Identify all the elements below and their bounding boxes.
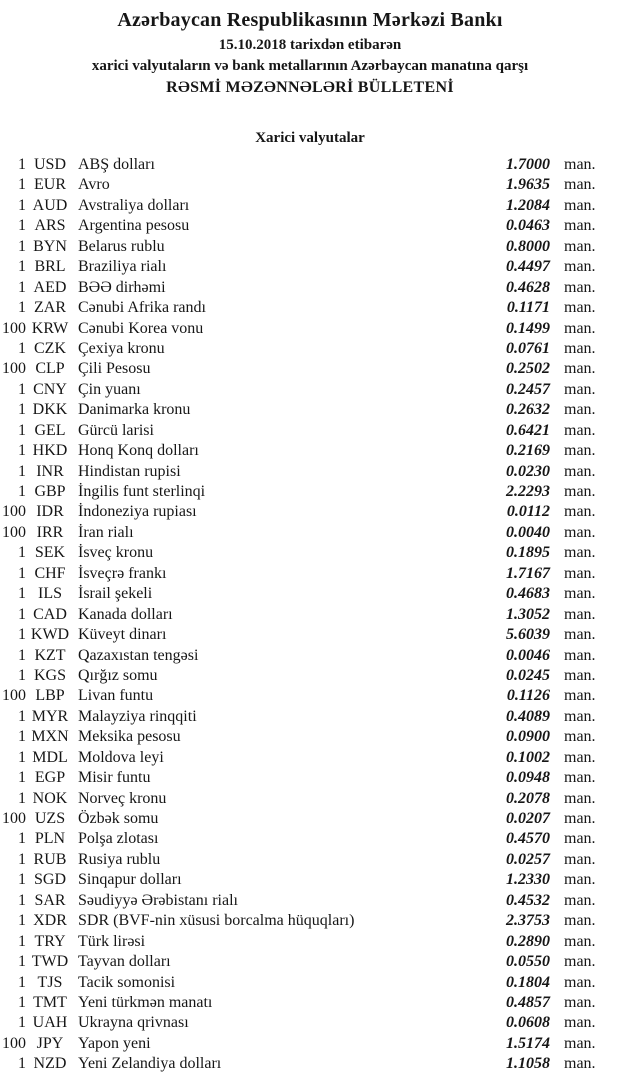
- rate-unit: man.: [564, 993, 596, 1011]
- rate-value: 1.2084: [506, 196, 550, 214]
- rate-unit: man.: [564, 646, 596, 664]
- rate-quantity: 100: [2, 523, 26, 541]
- rate-row: [0, 829, 620, 849]
- rate-quantity: 100: [2, 810, 26, 827]
- rate-quantity: 1: [18, 993, 26, 1011]
- rate-value: 0.0230: [506, 462, 550, 480]
- currency-name: Qazaxıstan tengəsi: [78, 646, 199, 664]
- rate-quantity: 1: [18, 891, 26, 909]
- rate-value: 2.3753: [506, 912, 550, 930]
- rate-row: [0, 380, 620, 400]
- rate-value: 0.6421: [506, 421, 550, 439]
- rate-unit: man.: [564, 1034, 596, 1052]
- currency-code: AUD: [32, 196, 68, 214]
- effective-date-line: 15.10.2018 tarixdən etibarən: [218, 37, 402, 53]
- rate-unit: man.: [564, 666, 596, 684]
- currency-code: XDR: [33, 912, 67, 930]
- currency-name: Moldova leyi: [78, 748, 164, 766]
- bulletin-header: [0, 0, 620, 99]
- rate-value: 0.2502: [506, 360, 550, 378]
- rate-unit: man.: [564, 687, 596, 705]
- currency-code: ILS: [38, 585, 62, 603]
- rate-unit: man.: [564, 339, 596, 357]
- rate-quantity: 1: [18, 953, 26, 971]
- rate-row: [0, 278, 620, 298]
- rate-quantity: 100: [2, 503, 26, 521]
- rate-unit: man.: [564, 912, 596, 930]
- currency-code: TWD: [31, 953, 69, 971]
- rate-unit: man.: [564, 544, 596, 562]
- rate-row: [0, 1034, 620, 1054]
- rate-row: [0, 748, 620, 768]
- rate-value: 0.2169: [506, 442, 550, 460]
- rate-value: 0.2078: [506, 789, 550, 807]
- rate-quantity: 100: [2, 360, 26, 378]
- rate-unit: man.: [564, 769, 596, 787]
- rate-value: 5.6039: [506, 626, 550, 644]
- section-title-foreign-currencies: Xarici valyutalar: [255, 130, 365, 146]
- rate-row: [0, 298, 620, 318]
- rate-unit: man.: [564, 932, 596, 950]
- rate-value: 1.7167: [506, 564, 550, 582]
- rate-quantity: 100: [2, 1034, 26, 1052]
- rate-quantity: 1: [18, 912, 26, 930]
- bank-name: Azərbaycan Respublikasının Mərkəzi Bankı: [117, 9, 503, 31]
- rate-row: [0, 646, 620, 666]
- currency-code: USD: [33, 156, 66, 173]
- rate-row: [0, 257, 620, 277]
- currency-name: Avstraliya dolları: [78, 196, 190, 214]
- rate-row: [0, 523, 620, 543]
- rate-row: [0, 809, 620, 829]
- currency-code: LBP: [35, 687, 65, 705]
- currency-code: JPY: [36, 1034, 64, 1052]
- currency-code: BRL: [34, 258, 66, 276]
- rate-row: [0, 1013, 620, 1033]
- rate-quantity: 1: [18, 258, 26, 276]
- rate-unit: man.: [564, 258, 596, 276]
- rate-row: [0, 768, 620, 788]
- rate-row: [0, 359, 620, 379]
- rate-row: [0, 502, 620, 522]
- rate-value: 0.0040: [506, 523, 550, 541]
- rate-row: [0, 196, 620, 216]
- rate-unit: man.: [564, 810, 596, 827]
- currency-name: Ukrayna qrivnası: [78, 1014, 189, 1032]
- rate-unit: man.: [564, 1014, 596, 1032]
- rate-unit: man.: [564, 196, 596, 214]
- rate-value: 0.0463: [506, 217, 550, 235]
- currency-name: Sinqapur dolları: [78, 871, 182, 889]
- rate-value: 0.8000: [506, 237, 550, 255]
- currency-name: Yapon yeni: [78, 1034, 151, 1052]
- rate-unit: man.: [564, 278, 596, 296]
- currency-code: CLP: [35, 360, 65, 378]
- currency-code: KWD: [30, 626, 70, 644]
- currency-name: Malayziya rinqqiti: [78, 707, 197, 725]
- rate-quantity: 1: [18, 850, 26, 868]
- bulletin-title: RƏSMİ MƏZƏNNƏLƏRİ BÜLLETENİ: [166, 79, 454, 96]
- currency-code: EUR: [34, 176, 66, 194]
- currency-name: Meksika pesosu: [78, 728, 181, 746]
- currency-name: SDR (BVF-nin xüsusi borcalma hüquqları): [78, 912, 355, 930]
- rate-row: [0, 870, 620, 890]
- currency-code: TJS: [37, 973, 63, 991]
- rate-quantity: 100: [2, 319, 26, 337]
- currency-code: UZS: [34, 810, 66, 827]
- rate-quantity: 1: [18, 932, 26, 950]
- currency-name: Yeni Zelandiya dolları: [78, 1055, 222, 1073]
- currency-name: Polşa zlotası: [78, 830, 159, 848]
- rate-row: [0, 707, 620, 727]
- rate-value: 0.4570: [506, 830, 550, 848]
- rate-quantity: 1: [18, 707, 26, 725]
- currency-code: CZK: [34, 339, 66, 357]
- rate-unit: man.: [564, 237, 596, 255]
- currency-name: Kanada dolları: [78, 605, 173, 623]
- currency-name: Danimarka kronu: [78, 401, 191, 419]
- rate-value: 0.0900: [506, 728, 550, 746]
- rate-value: 0.4628: [506, 278, 550, 296]
- currency-code: ARS: [34, 217, 66, 235]
- rate-unit: man.: [564, 442, 596, 460]
- rate-value: 1.2330: [506, 871, 550, 889]
- rate-unit: man.: [564, 380, 596, 398]
- currency-code: MYR: [31, 707, 69, 725]
- rate-quantity: 1: [18, 299, 26, 317]
- rate-value: 0.2457: [506, 380, 550, 398]
- rate-quantity: 1: [18, 401, 26, 419]
- rate-row: [0, 400, 620, 420]
- currency-name: Gürcü larisi: [78, 421, 154, 439]
- currency-name: Özbək somu: [78, 810, 159, 827]
- rate-value: 0.4532: [506, 891, 550, 909]
- rate-unit: man.: [564, 217, 596, 235]
- currency-name: Qırğız somu: [78, 666, 158, 684]
- rate-row: [0, 216, 620, 236]
- currency-name: Türk lirəsi: [78, 932, 146, 950]
- currency-name: Tayvan dolları: [78, 953, 171, 971]
- rate-unit: man.: [564, 728, 596, 746]
- rate-value: 0.1171: [506, 299, 550, 317]
- currency-name: Cənubi Afrika randı: [78, 299, 206, 317]
- rate-quantity: 1: [18, 483, 26, 500]
- rate-row: [0, 993, 620, 1013]
- currency-name: Belarus rublu: [78, 237, 165, 255]
- rate-quantity: 1: [18, 728, 26, 746]
- currency-code: NZD: [33, 1055, 67, 1073]
- rate-value: 0.2890: [506, 932, 550, 950]
- rate-value: 0.0257: [506, 850, 550, 868]
- rate-quantity: 1: [18, 442, 26, 460]
- rate-value: 0.0608: [506, 1014, 550, 1032]
- rate-row: [0, 1054, 620, 1073]
- currency-name: Çexiya kronu: [78, 339, 165, 357]
- currency-name: İngilis funt sterlinqi: [78, 483, 206, 500]
- rate-quantity: 1: [18, 1014, 26, 1032]
- rate-unit: man.: [564, 605, 596, 623]
- rate-value: 0.1002: [506, 748, 550, 766]
- rate-row: [0, 666, 620, 686]
- currency-name: Hindistan rupisi: [78, 462, 181, 480]
- rate-row: [0, 625, 620, 645]
- rate-quantity: 1: [18, 462, 26, 480]
- rate-unit: man.: [564, 707, 596, 725]
- currency-name: Yeni türkmən manatı: [78, 993, 213, 1011]
- currency-code: KZT: [34, 646, 66, 664]
- rate-row: [0, 421, 620, 441]
- rate-unit: man.: [564, 953, 596, 971]
- rate-value: 0.4857: [506, 993, 550, 1011]
- rate-quantity: 1: [18, 380, 26, 398]
- currency-code: IRR: [36, 523, 64, 541]
- rate-row: [0, 319, 620, 339]
- rate-value: 0.0046: [506, 646, 550, 664]
- rate-unit: man.: [564, 830, 596, 848]
- exchange-rates-table: [0, 155, 620, 1073]
- currency-code: NOK: [32, 789, 68, 807]
- currency-name: İsveç kronu: [78, 544, 154, 562]
- currency-name: Avro: [78, 176, 110, 194]
- rate-unit: man.: [564, 401, 596, 419]
- currency-code: CHF: [34, 564, 66, 582]
- rate-quantity: 1: [18, 769, 26, 787]
- rate-unit: man.: [564, 421, 596, 439]
- currency-code: RUB: [33, 850, 67, 868]
- rate-unit: man.: [564, 319, 596, 337]
- currency-name: Səudiyyə Ərəbistanı rialı: [78, 891, 238, 909]
- rate-row: [0, 462, 620, 482]
- rate-row: [0, 482, 620, 502]
- currency-name: Tacik somonisi: [78, 973, 176, 991]
- currency-name: Rusiya rublu: [78, 850, 161, 868]
- rate-value: 0.0761: [506, 339, 550, 357]
- rate-quantity: 1: [18, 973, 26, 991]
- rate-quantity: 1: [18, 544, 26, 562]
- rate-value: 0.0245: [506, 666, 550, 684]
- currency-code: SAR: [34, 891, 66, 909]
- rate-quantity: 1: [18, 278, 26, 296]
- currency-code: DKK: [32, 401, 68, 419]
- rate-unit: man.: [564, 871, 596, 889]
- rate-quantity: 1: [18, 871, 26, 889]
- currency-code: KGS: [33, 666, 66, 684]
- rate-unit: man.: [564, 626, 596, 644]
- rate-row: [0, 605, 620, 625]
- currency-code: ZAR: [34, 299, 66, 317]
- rate-unit: man.: [564, 156, 596, 173]
- currency-name: Çin yuanı: [78, 380, 141, 398]
- currency-name: Braziliya rialı: [78, 258, 167, 276]
- rate-unit: man.: [564, 973, 596, 991]
- currency-name: Misir funtu: [78, 769, 151, 787]
- currency-name: Cənubi Korea vonu: [78, 319, 204, 337]
- rate-row: [0, 584, 620, 604]
- rate-unit: man.: [564, 789, 596, 807]
- rate-value: 0.1499: [506, 319, 550, 337]
- rate-value: 1.1058: [506, 1055, 550, 1073]
- currency-name: Livan funtu: [78, 687, 154, 705]
- currency-code: TMT: [33, 993, 67, 1011]
- currency-code: BYN: [33, 237, 67, 255]
- rate-value: 0.1126: [506, 687, 550, 705]
- rate-row: [0, 932, 620, 952]
- currency-name: Çili Pesosu: [78, 360, 151, 378]
- currency-name: ABŞ dolları: [78, 156, 155, 173]
- rate-row: [0, 237, 620, 257]
- rate-row: [0, 543, 620, 563]
- rate-value: 0.0207: [506, 810, 550, 827]
- rate-quantity: 1: [18, 339, 26, 357]
- rate-value: 0.2632: [506, 401, 550, 419]
- rate-unit: man.: [564, 748, 596, 766]
- rate-value: 2.2293: [506, 483, 550, 500]
- currency-code: EGP: [34, 769, 66, 787]
- currency-code: GBP: [34, 483, 66, 500]
- rate-value: 1.9635: [506, 176, 550, 194]
- currency-code: HKD: [32, 442, 68, 460]
- currency-code: MXN: [31, 728, 69, 746]
- rate-unit: man.: [564, 891, 596, 909]
- subject-line: xarici valyutaların və bank metallarının Azərbaycan manatına qarşı: [91, 58, 529, 74]
- rate-unit: man.: [564, 1055, 596, 1073]
- rate-value: 0.4089: [506, 707, 550, 725]
- currency-code: UAH: [32, 1014, 68, 1032]
- currency-code: TRY: [34, 932, 66, 950]
- rate-quantity: 1: [18, 217, 26, 235]
- rate-row: [0, 891, 620, 911]
- currency-code: CNY: [33, 380, 67, 398]
- currency-code: CAD: [33, 605, 67, 623]
- rate-value: 0.1804: [506, 973, 550, 991]
- currency-code: SEK: [34, 544, 66, 562]
- rate-quantity: 1: [18, 156, 26, 173]
- currency-name: Honq Konq dolları: [78, 442, 199, 460]
- rate-row: [0, 564, 620, 584]
- rate-row: [0, 441, 620, 461]
- currency-name: BƏƏ dirhəmi: [78, 278, 166, 296]
- rate-value: 1.5174: [506, 1034, 550, 1052]
- rate-quantity: 1: [18, 830, 26, 848]
- rate-unit: man.: [564, 360, 596, 378]
- rate-row: [0, 973, 620, 993]
- rate-row: [0, 175, 620, 195]
- currency-name: Norveç kronu: [78, 789, 167, 807]
- currency-code: KRW: [31, 319, 69, 337]
- currency-name: İran rialı: [78, 523, 134, 541]
- rate-row: [0, 727, 620, 747]
- rate-quantity: 1: [18, 176, 26, 194]
- rate-unit: man.: [564, 483, 596, 500]
- rate-row: [0, 911, 620, 931]
- currency-code: IDR: [36, 503, 64, 521]
- rate-row: [0, 686, 620, 706]
- rate-unit: man.: [564, 850, 596, 868]
- rate-row: [0, 155, 620, 175]
- currency-code: INR: [36, 462, 64, 480]
- rate-row: [0, 952, 620, 972]
- rate-value: 1.3052: [506, 605, 550, 623]
- currency-name: İndoneziya rupiası: [78, 503, 197, 521]
- currency-name: Küveyt dinarı: [78, 626, 167, 644]
- currency-name: İsveçrə frankı: [78, 564, 167, 582]
- rate-quantity: 1: [18, 421, 26, 439]
- currency-name: İsrail şekeli: [78, 585, 153, 603]
- rate-quantity: 1: [18, 605, 26, 623]
- rate-row: [0, 339, 620, 359]
- rate-unit: man.: [564, 462, 596, 480]
- rate-value: 0.4683: [506, 585, 550, 603]
- rate-quantity: 1: [18, 646, 26, 664]
- rate-unit: man.: [564, 523, 596, 541]
- currency-code: AED: [33, 278, 67, 296]
- rate-row: [0, 789, 620, 809]
- rate-quantity: 1: [18, 626, 26, 644]
- rate-value: 0.1895: [506, 544, 550, 562]
- rate-unit: man.: [564, 299, 596, 317]
- rate-quantity: 1: [18, 564, 26, 582]
- rate-value: 0.0550: [506, 953, 550, 971]
- rate-quantity: 1: [18, 1055, 26, 1073]
- rate-quantity: 1: [18, 196, 26, 214]
- currency-code: PLN: [34, 830, 66, 848]
- rate-unit: man.: [564, 503, 596, 521]
- rate-quantity: 1: [18, 748, 26, 766]
- rate-unit: man.: [564, 564, 596, 582]
- rate-value: 0.4497: [506, 258, 550, 276]
- rate-quantity: 1: [18, 789, 26, 807]
- rate-quantity: 100: [2, 687, 26, 705]
- rate-value: 0.0948: [506, 769, 550, 787]
- rate-unit: man.: [564, 585, 596, 603]
- rate-row: [0, 850, 620, 870]
- rate-unit: man.: [564, 176, 596, 194]
- rate-value: 1.7000: [506, 156, 550, 173]
- currency-code: GEL: [34, 421, 66, 439]
- currency-name: Argentina pesosu: [78, 217, 190, 235]
- currency-code: MDL: [32, 748, 68, 766]
- currency-code: SGD: [33, 871, 66, 889]
- rate-value: 0.0112: [506, 503, 550, 521]
- rate-quantity: 1: [18, 237, 26, 255]
- rate-quantity: 1: [18, 585, 26, 603]
- rate-quantity: 1: [18, 666, 26, 684]
